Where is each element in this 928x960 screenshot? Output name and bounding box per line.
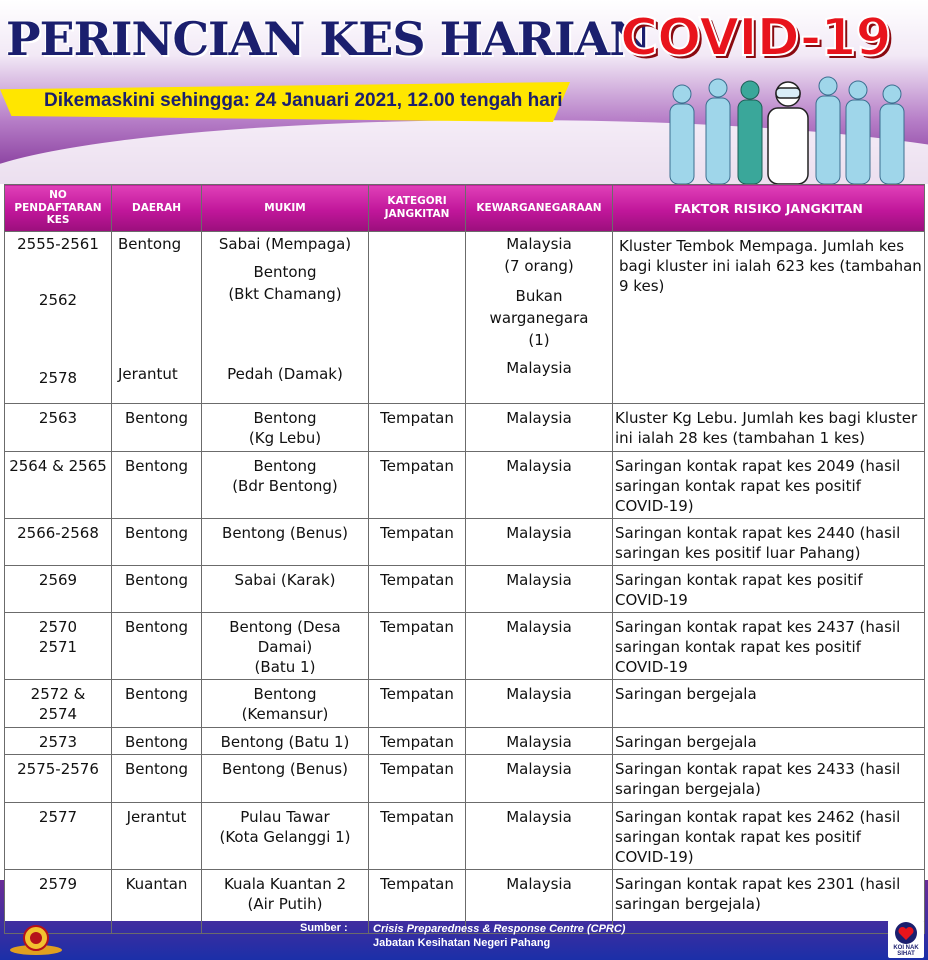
cell-kewarganegaraan: Malaysia: [466, 755, 613, 803]
cell-no: 2569: [5, 566, 112, 613]
cell-kategori: Tempatan: [369, 566, 466, 613]
cell-no: 2573: [5, 728, 112, 755]
cell-kategori: Tempatan: [369, 755, 466, 803]
cell-kategori: Tempatan: [369, 870, 466, 934]
cell-kewarganegaraan: Malaysia: [466, 519, 613, 566]
cell-faktor: Kluster Tembok Mempaga. Jumlah kes bagi kluster ini ialah 623 kes (tambahan 9 kes): [613, 232, 925, 404]
cell-daerah: Bentong: [112, 566, 202, 613]
cell-faktor: Saringan kontak rapat kes 2049 (hasil saringan kontak rapat kes positif COVID-19): [613, 452, 925, 519]
cell-mukim: Bentong (Benus): [202, 519, 369, 566]
table-row: [5, 728, 925, 755]
cell-no: 2575-2576: [5, 755, 112, 803]
cell-daerah: Bentong: [112, 519, 202, 566]
case-table: [4, 184, 925, 934]
cell-kewarganegaraan: Malaysia: [466, 680, 613, 728]
cell-kategori: Tempatan: [369, 452, 466, 519]
col-kewarganegaraan: KEWARGANEGARAAN: [466, 185, 613, 232]
cell-mukim: Bentong (Batu 1): [202, 728, 369, 755]
cell-no: 2566-2568: [5, 519, 112, 566]
cell-kewarganegaraan: Malaysia: [466, 870, 613, 934]
table-header-row: [5, 185, 925, 232]
heart-logo-icon: [888, 920, 924, 946]
cell-kategori: Tempatan: [369, 519, 466, 566]
table-row: [5, 803, 925, 870]
cell-mukim: Bentong (Benus): [202, 755, 369, 803]
cell-no: 2563: [5, 404, 112, 452]
case-table-container: [4, 184, 924, 921]
cell-faktor: Saringan kontak rapat kes 2462 (hasil saringan kontak rapat kes positif COVID-19): [613, 803, 925, 870]
table-row: [5, 755, 925, 803]
table-row: [5, 452, 925, 519]
cell-kategori: Tempatan: [369, 404, 466, 452]
cell-kategori: Tempatan: [369, 728, 466, 755]
table-row: [5, 404, 925, 452]
cell-faktor: Saringan kontak rapat kes 2440 (hasil saringan kes positif luar Pahang): [613, 519, 925, 566]
cell-faktor: Saringan kontak rapat kes 2301 (hasil saringan bergejala): [613, 870, 925, 934]
cell-daerah: Bentong: [112, 613, 202, 680]
cell-daerah: Jerantut: [112, 803, 202, 870]
cell-daerah: Kuantan: [112, 870, 202, 934]
cell-kategori: Tempatan: [369, 613, 466, 680]
koi-nak-sihat-logo: KOI NAK SIHAT: [888, 920, 924, 958]
cell-mukim: Sabai (Mempaga) Bentong (Bkt Chamang) Pedah (Damak): [202, 232, 369, 404]
cell-faktor: Saringan kontak rapat kes 2437 (hasil saringan kontak rapat kes positif COVID-19: [613, 613, 925, 680]
cell-no: 2572 & 2574: [5, 680, 112, 728]
cell-faktor: Saringan kontak rapat kes positif COVID-19: [613, 566, 925, 613]
source-label: Sumber :: [300, 922, 348, 934]
table-row: [5, 566, 925, 613]
cell-faktor: Saringan kontak rapat kes 2433 (hasil saringan bergejala): [613, 755, 925, 803]
cell-no: 2577: [5, 803, 112, 870]
col-daerah: DAERAH: [112, 185, 202, 232]
cell-mukim: Kuala Kuantan 2 (Air Putih): [202, 870, 369, 934]
cell-mukim: Sabai (Karak): [202, 566, 369, 613]
cell-faktor: Saringan bergejala: [613, 728, 925, 755]
table-row: [5, 613, 925, 680]
cell-kewarganegaraan: Malaysia: [466, 404, 613, 452]
cell-no: 2579: [5, 870, 112, 934]
cell-daerah: Bentong: [112, 680, 202, 728]
cell-kategori: Tempatan: [369, 680, 466, 728]
cell-kategori: Tempatan: [369, 803, 466, 870]
cell-no: 2555-2561 2562 2578: [5, 232, 112, 404]
cell-faktor: Saringan bergejala: [613, 680, 925, 728]
col-faktor-risiko: FAKTOR RISIKO JANGKITAN: [613, 185, 925, 232]
cell-kategori: [369, 232, 466, 404]
cell-kewarganegaraan: Malaysia: [466, 452, 613, 519]
cell-kewarganegaraan: Malaysia: [466, 613, 613, 680]
cell-daerah: Bentong: [112, 755, 202, 803]
cell-no: 2564 & 2565: [5, 452, 112, 519]
cell-mukim: Bentong (Kg Lebu): [202, 404, 369, 452]
cell-mukim: Bentong (Bdr Bentong): [202, 452, 369, 519]
cell-kewarganegaraan: Malaysia: [466, 728, 613, 755]
col-mukim: MUKIM: [202, 185, 369, 232]
medical-staff-illustration: [660, 72, 920, 184]
updated-date: Dikemaskini sehingga: 24 Januari 2021, 12.00 tengah hari: [44, 90, 563, 111]
source-text: Crisis Preparedness & Response Centre (CPRC) Jabatan Kesihatan Negeri Pahang: [373, 923, 626, 949]
cell-mukim: Bentong (Desa Damai) (Batu 1): [202, 613, 369, 680]
cell-daerah: Bentong: [112, 452, 202, 519]
cell-faktor: Kluster Kg Lebu. Jumlah kes bagi kluster ini ialah 28 kes (tambahan 1 kes): [613, 404, 925, 452]
col-kategori: KATEGORI JANGKITAN: [369, 185, 466, 232]
table-row: [5, 232, 925, 404]
cell-kewarganegaraan: Malaysia: [466, 566, 613, 613]
cell-daerah: Bentong: [112, 404, 202, 452]
col-no-pendaftaran: NO PENDAFTARAN KES: [5, 185, 112, 232]
covid-title: COVID-19: [620, 8, 891, 68]
page-title: PERINCIAN KES HARIAN: [6, 12, 651, 66]
cell-kewarganegaraan: Malaysia: [466, 803, 613, 870]
cell-daerah: Bentong: [112, 728, 202, 755]
jkn-emblem-icon: [8, 922, 64, 956]
cell-mukim: Pulau Tawar (Kota Gelanggi 1): [202, 803, 369, 870]
table-row: [5, 680, 925, 728]
cell-mukim: Bentong (Kemansur): [202, 680, 369, 728]
cell-no: 2570 2571: [5, 613, 112, 680]
table-row: [5, 519, 925, 566]
cell-daerah: Bentong Jerantut: [112, 232, 202, 404]
cell-kewarganegaraan: Malaysia (7 orang) Bukan warganegara (1) Malaysia: [466, 232, 613, 404]
